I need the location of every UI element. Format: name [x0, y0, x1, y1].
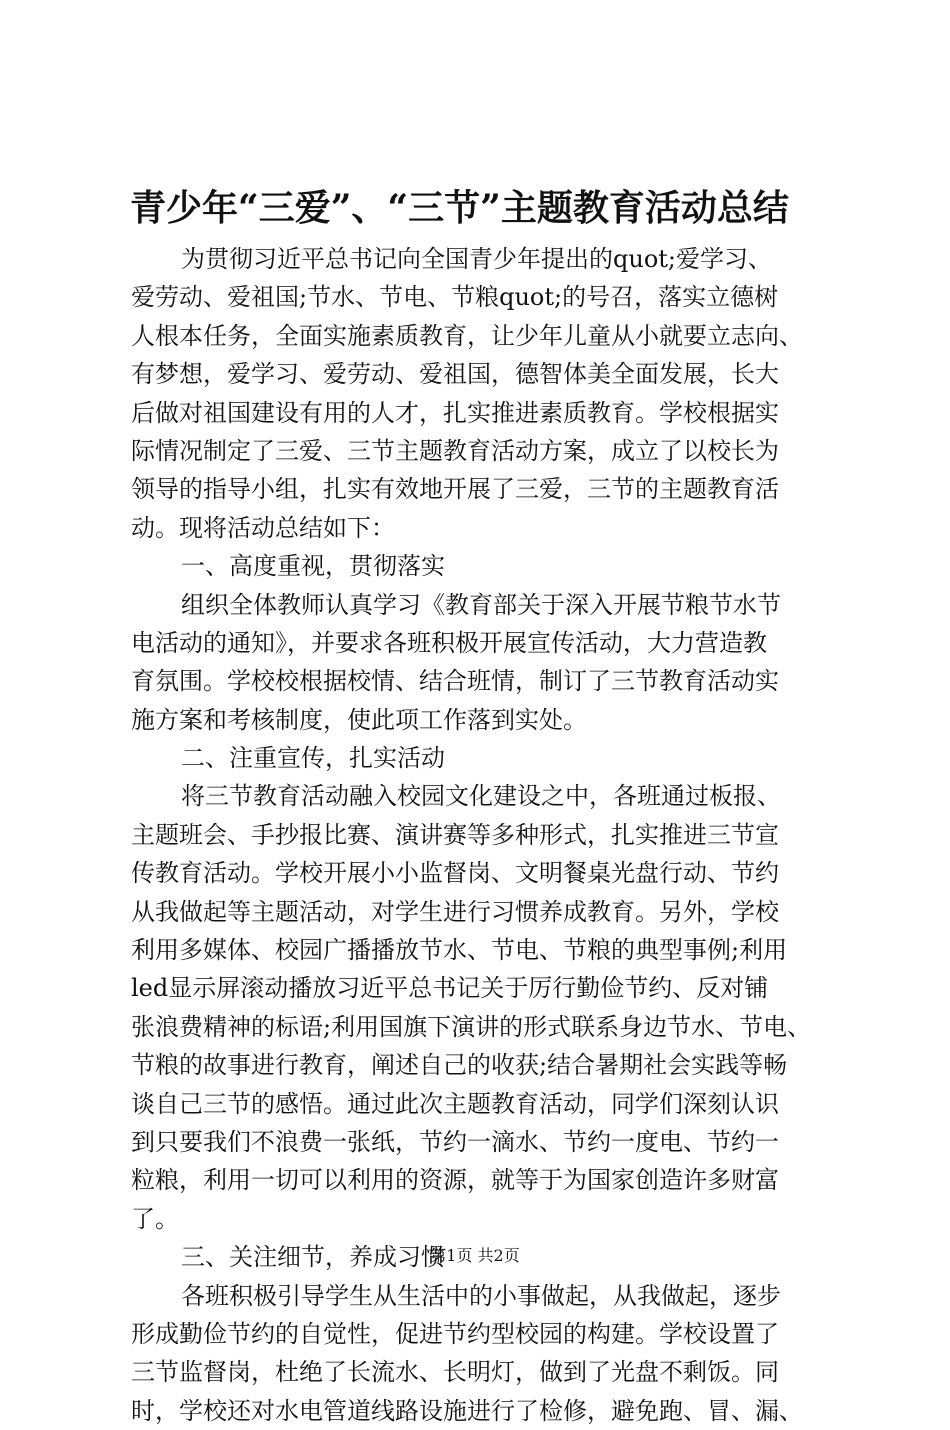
body-text-line: 主题班会、手抄报比赛、演讲赛等多种形式，扎实推进三节宣 [131, 820, 779, 849]
body-text-line: 三节监督岗，杜绝了长流水、长明灯，做到了光盘不剩饭。同 [131, 1358, 779, 1387]
body-text-line: 形成勤俭节约的自觉性，促进节约型校园的构建。学校设置了 [131, 1319, 779, 1348]
body-text-line: 为贯彻习近平总书记向全国青少年提出的quot;爱学习、 [181, 245, 772, 273]
document-title: 青少年“三爱”、“三节”主题教育活动总结 [130, 187, 789, 229]
body-text-line: 张浪费精神的标语;利用国旗下演讲的形式联系身边节水、节电、 [131, 1012, 812, 1041]
body-text-line: 电活动的通知》，并要求各班积极开展宣传活动，大力营造教 [131, 628, 767, 657]
body-text-line: 二、注重宣传，扎实活动 [181, 744, 445, 773]
body-text-line: led显示屏滚动播放习近平总书记关于厉行勤俭节约、反对铺 [131, 974, 769, 1003]
body-text-line: 到只要我们不浪费一张纸，节约一滴水、节约一度电、节约一 [131, 1127, 779, 1156]
body-text-line: 从我做起等主题活动，对学生进行习惯养成教育。另外，学校 [131, 897, 779, 926]
body-text-line: 有梦想，爱学习、爱劳动、爱祖国，德智体美全面发展，长大 [131, 360, 779, 389]
body-text-line: 了。 [131, 1204, 179, 1233]
body-text-line: 领导的指导小组，扎实有效地开展了三爱，三节的主题教育活 [131, 475, 779, 504]
body-text-line: 一、高度重视，贯彻落实 [181, 552, 445, 581]
body-text-line: 将三节教育活动融入校园文化建设之中，各班通过板报、 [181, 782, 781, 811]
body-text-line: 后做对祖国建设有用的人才，扎实推进素质教育。学校根据实 [131, 398, 779, 427]
body-text-line: 动。现将活动总结如下： [131, 513, 395, 542]
body-text-line: 利用多媒体、校园广播播放节水、节电、节粮的典型事例;利用 [131, 936, 788, 965]
body-text-line: 谈自己三节的感悟。通过此次主题教育活动，同学们深刻认识 [131, 1089, 779, 1118]
body-text-line: 人根本任务，全面实施素质教育，让少年儿童从小就要立志向、 [131, 321, 803, 350]
page-number-footer: 第1页 共2页 [430, 1246, 520, 1265]
body-text-line: 育氛围。学校校根据校情、结合班情，制订了三节教育活动实 [131, 667, 779, 696]
body-text-line: 施方案和考核制度，使此项工作落到实处。 [131, 705, 587, 734]
body-text-line: 节粮的故事进行教育，阐述自己的收获;结合暑期社会实践等畅 [131, 1051, 788, 1080]
body-text-line: 传教育活动。学校开展小小监督岗、文明餐桌光盘行动、节约 [131, 859, 779, 888]
body-text-line: 爱劳动、爱祖国;节水、节电、节粮quot;的号召，落实立德树 [131, 283, 779, 312]
body-text-line: 组织全体教师认真学习《教育部关于深入开展节粮节水节 [181, 590, 781, 619]
body-text-line: 际情况制定了三爱、三节主题教育活动方案，成立了以校长为 [131, 436, 779, 465]
body-text-line: 时，学校还对水电管道线路设施进行了检修，避免跑、冒、漏、 [131, 1396, 803, 1425]
body-text-line: 三、关注细节，养成习惯 [181, 1243, 445, 1272]
body-text-line: 各班积极引导学生从生活中的小事做起，从我做起，逐步 [181, 1281, 781, 1310]
body-text-line: 粒粮，利用一切可以利用的资源，就等于为国家创造许多财富 [131, 1166, 779, 1195]
